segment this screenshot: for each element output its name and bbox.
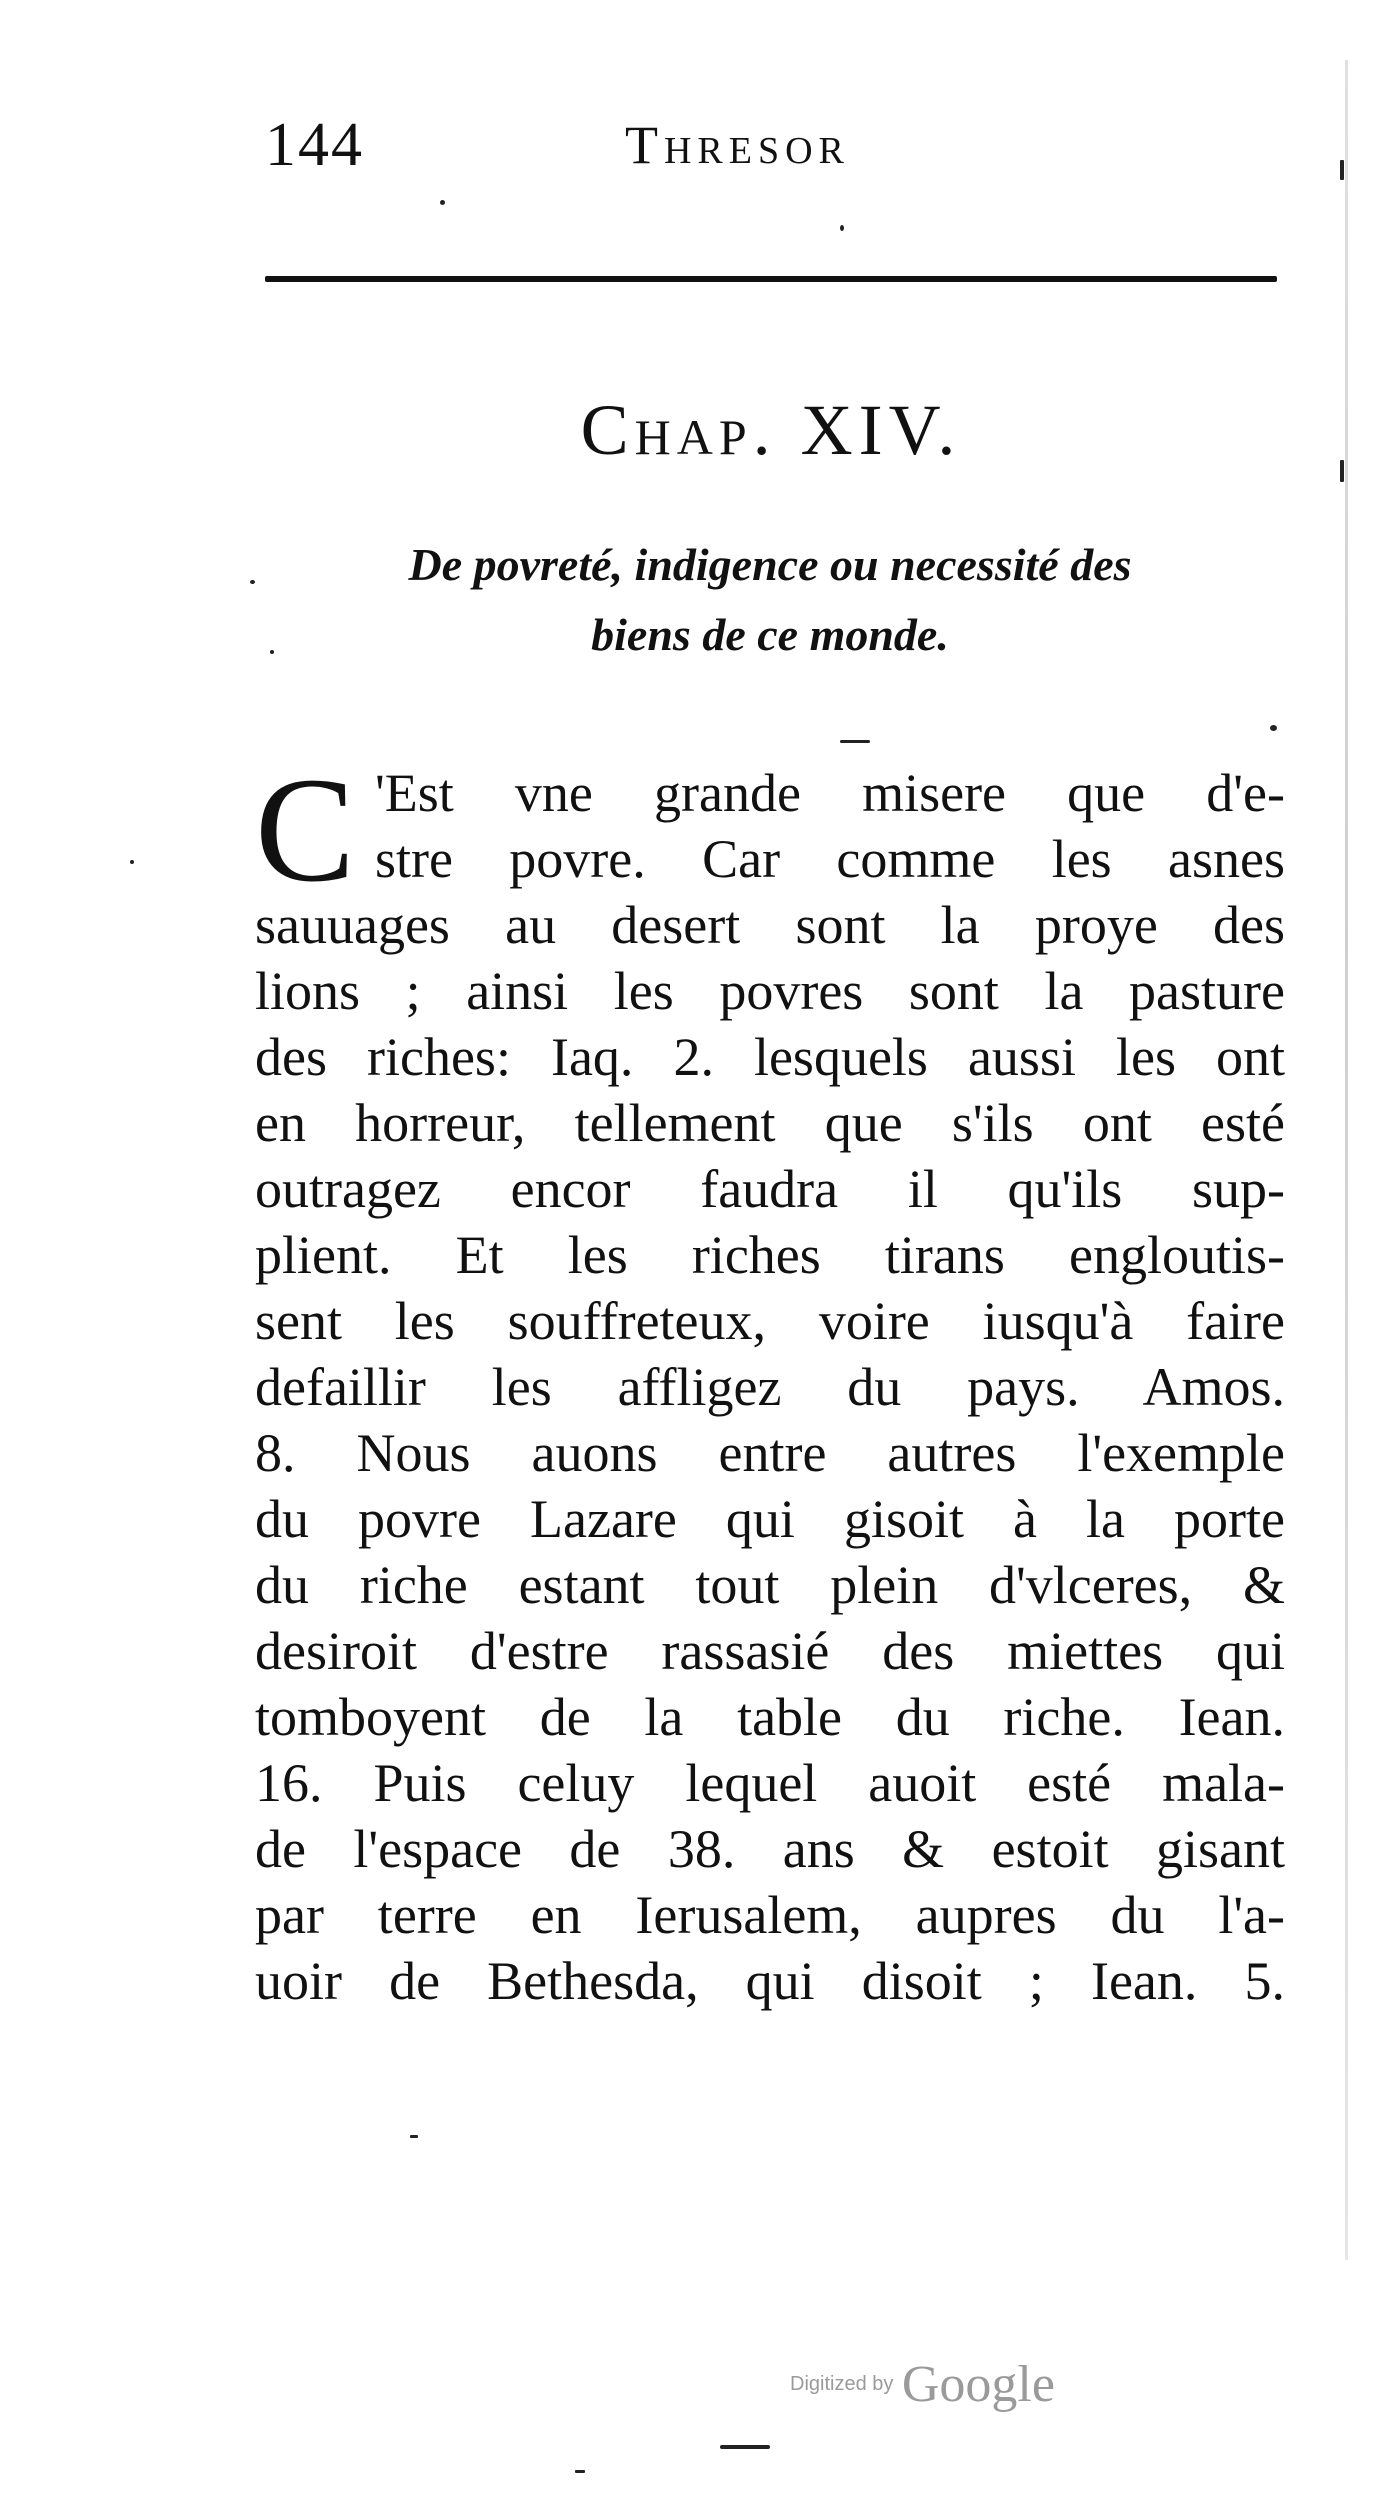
scan-speck	[440, 200, 445, 205]
text-line: 'Est vne grande misere que d'e-	[375, 763, 1285, 823]
text-line: sent les souffreteux, voire iusqu'à faire	[255, 1291, 1285, 1351]
text-line: du riche estant tout plein d'vlceres, &	[255, 1555, 1285, 1615]
text-line: tomboyent de la table du riche. Iean.	[255, 1687, 1285, 1747]
scan-speck	[410, 2135, 418, 2138]
digitized-watermark	[790, 2355, 1055, 2414]
running-head: Thresor	[625, 115, 850, 175]
scan-speck	[1270, 725, 1277, 731]
subtitle-line: biens de ce monde.	[591, 609, 949, 660]
text-line: sauuages au desert sont la proye des	[255, 895, 1285, 955]
text-line: stre povre. Car comme les asnes	[375, 829, 1285, 889]
scan-speck	[1340, 460, 1344, 482]
drop-cap: C	[255, 747, 356, 913]
text-line: de l'espace de 38. ans & estoit gisant	[255, 1819, 1285, 1879]
chapter-subtitle	[300, 530, 1240, 670]
subtitle-line: De povreté, indigence ou necessité des	[408, 539, 1132, 590]
scan-speck	[720, 2445, 770, 2449]
body-text	[255, 747, 1285, 2014]
text-line: des riches: Iaq. 2. lesquels aussi les ont	[255, 1027, 1285, 1087]
scan-speck	[270, 650, 274, 654]
page-edge-shadow	[1345, 60, 1348, 2260]
page-header	[265, 100, 1285, 190]
digitized-brand: Google	[901, 2356, 1055, 2413]
text-line: lions ; ainsi les povres sont la pasture	[255, 961, 1285, 1021]
header-rule	[265, 276, 1277, 282]
page-number: 144	[265, 111, 364, 179]
text-line: 8. Nous auons entre autres l'exemple	[255, 1423, 1285, 1483]
text-line: outragez encor faudra il qu'ils sup-	[255, 1159, 1285, 1219]
text-line: desiroit d'estre rassasié des miettes qui	[255, 1621, 1285, 1681]
text-line: defaillir les affligez du pays. Amos.	[255, 1357, 1285, 1417]
text-line: par terre en Ierusalem, aupres du l'a-	[255, 1885, 1285, 1945]
scan-speck	[840, 740, 870, 743]
text-line: du povre Lazare qui gisoit à la porte	[255, 1489, 1285, 1549]
scan-speck	[250, 580, 255, 584]
scan-speck	[1340, 160, 1344, 180]
scan-speck	[130, 860, 134, 864]
text-line: plient. Et les riches tirans engloutis-	[255, 1225, 1285, 1285]
scan-speck	[840, 225, 844, 231]
digitized-prefix: Digitized by	[790, 2373, 894, 2395]
text-line: en horreur, tellement que s'ils ont esté	[255, 1093, 1285, 1153]
chapter-title: Chap. XIV.	[580, 390, 962, 470]
text-line: 16. Puis celuy lequel auoit esté mala-	[255, 1753, 1285, 1813]
scan-speck	[575, 2470, 585, 2473]
text-line: uoir de Bethesda, qui disoit ; Iean. 5.	[255, 1951, 1285, 2011]
